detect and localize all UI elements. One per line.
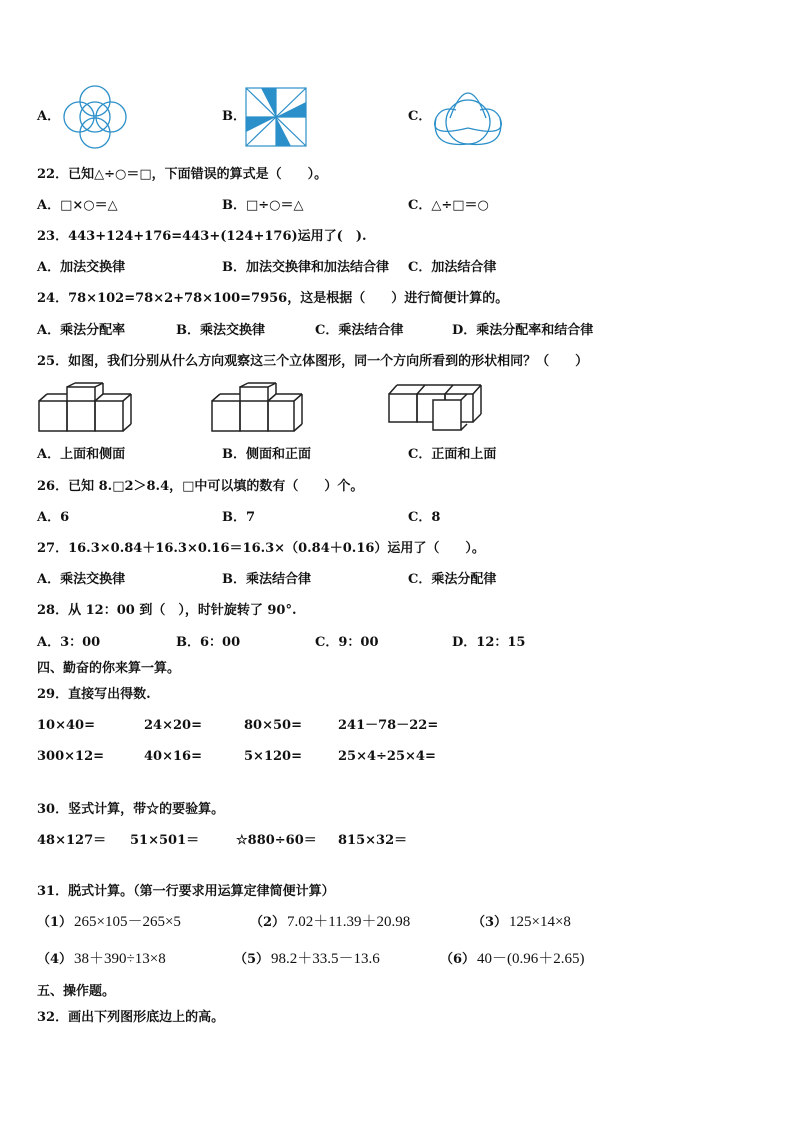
q22-option-b: B．□÷○＝△: [222, 198, 304, 213]
q28-option-b: B．6：00: [176, 635, 241, 650]
q28-option-a: A．3：00: [37, 635, 101, 650]
q29-item: 241－78－22=: [338, 718, 439, 733]
q31-expression: 7.02＋11.39＋20.98: [287, 914, 411, 930]
q26-option-c: C．8: [408, 510, 441, 525]
q24-option-b: B．乘法交换律: [176, 323, 265, 338]
q21-option-a-label: A．: [37, 109, 61, 124]
q29-item: 5×120=: [244, 749, 302, 764]
q31-number: （2）: [250, 915, 286, 930]
q32-stem: 32．画出下列图形底边上的高。: [37, 1010, 225, 1025]
q28-option-d: D．12：15: [452, 635, 526, 650]
q31-number: （4）: [37, 952, 73, 967]
q29-item: 25×4÷25×4=: [338, 749, 436, 764]
q26-stem: 26．已知 8.□2＞8.4，□中可以填的数有（ ）个。: [37, 479, 364, 494]
q31-expression: 98.2＋33.5－13.6: [271, 951, 380, 967]
q31-expression: 40－(0.96＋2.65): [477, 951, 585, 967]
q30-item: ☆880÷60＝: [236, 833, 317, 848]
q30-item: 815×32＝: [338, 833, 408, 848]
q27-stem: 27．16.3×0.84＋16.3×0.16＝16.3×（0.84＋0.16）运用了（ ）。: [37, 541, 485, 556]
q30-item: 51×501＝: [130, 833, 200, 848]
q30-item: 48×127＝: [37, 833, 107, 848]
q23-stem: 23．443+124+176=443+(124+176)运用了( ).: [37, 229, 367, 244]
q31-stem: 31．脱式计算。（第一行要求用运算定律简便计算）: [37, 884, 335, 899]
q31-expression: 265×105－265×5: [74, 914, 181, 930]
q31-number: （1）: [37, 915, 73, 930]
three-arc-triquetra-figure: [428, 78, 508, 154]
q24-option-a: A．乘法分配率: [37, 323, 126, 338]
q31-number: （5）: [234, 952, 270, 967]
q28-option-c: C．9：00: [315, 635, 379, 650]
q27-option-b: B．乘法结合律: [222, 572, 311, 587]
four-circle-flower-figure: [60, 84, 130, 150]
q29-item: 24×20=: [144, 718, 202, 733]
q23-option-a: A．加法交换律: [37, 260, 126, 275]
q24-option-c: C．乘法结合律: [315, 323, 404, 338]
q26-option-a: A．6: [37, 510, 70, 525]
q31-expression: 38＋390÷13×8: [74, 951, 166, 967]
q29-item: 10×40=: [37, 718, 95, 733]
q25-option-c: C．正面和上面: [408, 447, 497, 462]
q27-option-c: C．乘法分配律: [408, 572, 497, 587]
q29-item: 300×12=: [37, 749, 105, 764]
q28-stem: 28．从 12：00 到（ ），时针旋转了 90°.: [37, 603, 297, 618]
pinwheel-figure: [244, 86, 308, 148]
q27-option-a: A．乘法交换律: [37, 572, 126, 587]
q31-number: （3）: [472, 915, 508, 930]
section-5-heading: 五、操作题。: [37, 984, 116, 999]
q24-stem: 24．78×102=78×2+78×100=7956，这是根据（ ）进行简便计算的。: [37, 291, 509, 306]
q22-option-a: A．□×○＝△: [37, 198, 118, 213]
q22-stem: 22．已知△÷○＝□，下面错误的算式是（ ）。: [37, 167, 328, 182]
q25-option-b: B．侧面和正面: [222, 447, 311, 462]
q24-option-d: D．乘法分配率和结合律: [452, 323, 594, 338]
q29-item: 80×50=: [244, 718, 302, 733]
q29-stem: 29．直接写出得数.: [37, 687, 151, 702]
q22-option-c: C．△÷□＝○: [408, 198, 489, 213]
q21-option-b-label: B．: [222, 109, 246, 124]
q30-stem: 30．竖式计算，带☆的要验算。: [37, 802, 225, 817]
section-4-heading: 四、勤奋的你来算一算。: [37, 661, 181, 676]
q23-option-c: C．加法结合律: [408, 260, 497, 275]
solid-figure-2: [211, 382, 303, 434]
q26-option-b: B．7: [222, 510, 256, 525]
q25-stem: 25．如图，我们分别从什么方向观察这三个立体图形，同一个方向所看到的形状相同？（ ）: [37, 354, 589, 369]
q31-expression: 125×14×8: [509, 914, 571, 930]
q31-number: （6）: [440, 952, 476, 967]
q23-option-b: B．加法交换律和加法结合律: [222, 260, 389, 275]
q25-option-a: A．上面和侧面: [37, 447, 126, 462]
q29-item: 40×16=: [144, 749, 202, 764]
solid-figure-1: [38, 382, 132, 434]
q21-option-c-label: C．: [408, 109, 432, 124]
solid-figure-3: [388, 382, 482, 432]
